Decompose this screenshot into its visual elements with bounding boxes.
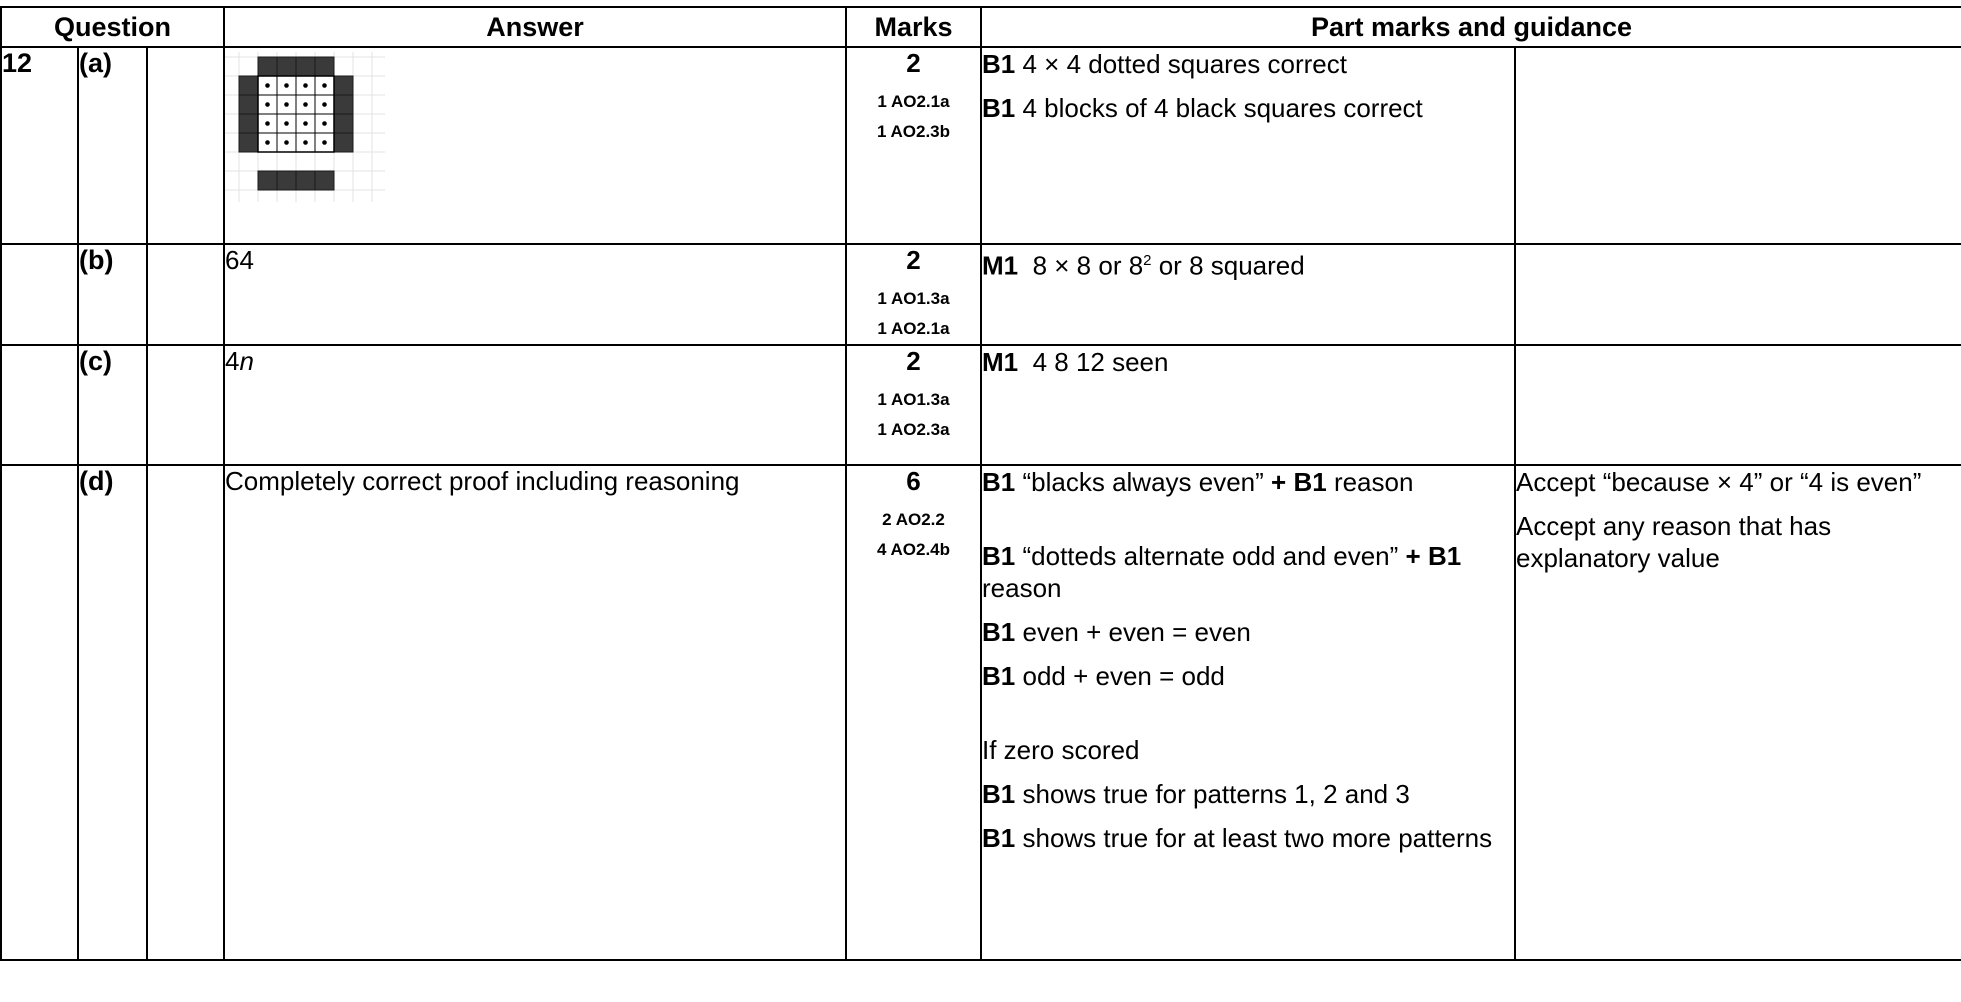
- mark-scheme-table: [0, 6, 1961, 961]
- mark-text: 4 × 4 dotted squares correct: [1022, 49, 1347, 79]
- ao-code: 1 AO2.3a: [877, 420, 950, 439]
- part-marks-cell: [981, 47, 1515, 244]
- mark-text: even + even = even: [1022, 617, 1251, 647]
- header-answer: Answer: [224, 7, 846, 47]
- mark-text: or 8 squared: [1151, 250, 1305, 281]
- answer-cell: [224, 47, 846, 244]
- plus-sign: +: [1271, 467, 1287, 497]
- ao-code: 2 AO2.2: [882, 510, 945, 529]
- guidance-cell: [1515, 345, 1961, 465]
- header-question: Question: [1, 7, 224, 47]
- part-mark-line: [982, 48, 1514, 80]
- sub-part-cell: [147, 47, 224, 244]
- mark-code: B1: [982, 617, 1016, 647]
- answer-cell: Completely correct proof including reasoning: [224, 465, 846, 960]
- guidance-cell: [1515, 244, 1961, 345]
- marks-cell: [846, 244, 981, 345]
- part-mark-line: [982, 822, 1514, 854]
- part-mark-line: [982, 778, 1514, 810]
- part-mark-line: [982, 466, 1514, 498]
- mark-text: “blacks always even”: [1022, 467, 1264, 497]
- table-row: [1, 465, 1961, 960]
- guidance-cell: [1515, 465, 1961, 960]
- mark-code: B1: [982, 49, 1016, 79]
- mark-code: M1: [982, 347, 1019, 377]
- guidance-cell: [1515, 47, 1961, 244]
- ao-code: 1 AO1.3a: [877, 390, 950, 409]
- sub-part-cell: [147, 465, 224, 960]
- mark-superscript: 2: [1143, 252, 1152, 269]
- mark-code: B1: [982, 779, 1016, 809]
- part-label: (a): [78, 47, 147, 244]
- mark-code: B1: [982, 93, 1016, 123]
- mark-code: B1: [1293, 467, 1327, 497]
- part-marks-cell: [981, 465, 1515, 960]
- question-number-cell: [1, 244, 78, 345]
- part-mark-line: [982, 540, 1514, 604]
- question-number-cell: [1, 345, 78, 465]
- plus-sign: +: [1405, 541, 1421, 571]
- ao-code: 1 AO1.3a: [877, 289, 950, 308]
- spacer: [982, 704, 1514, 734]
- table-row: [1, 244, 1961, 345]
- marks-cell: [846, 345, 981, 465]
- mark-code: B1: [982, 823, 1016, 853]
- guidance-line: Accept “because × 4” or “4 is even”: [1516, 467, 1922, 497]
- part-marks-cell: [981, 244, 1515, 345]
- part-label: (d): [78, 465, 147, 960]
- marks-total: 6: [906, 466, 921, 496]
- sub-part-cell: [147, 345, 224, 465]
- mark-text: odd + even = odd: [1022, 661, 1225, 691]
- question-number-cell: [1, 465, 78, 960]
- part-mark-line: [982, 92, 1514, 124]
- part-mark-line: [982, 616, 1514, 648]
- table-row: [1, 47, 1961, 244]
- ao-code: 4 AO2.4b: [876, 540, 951, 559]
- mark-text: 8 × 8 or 8: [1032, 250, 1144, 281]
- answer-cell: [224, 345, 846, 465]
- part-mark-line: [982, 734, 1514, 766]
- table-row: [1, 345, 1961, 465]
- mark-code: B1: [982, 541, 1016, 571]
- mark-code: B1: [982, 661, 1016, 691]
- pattern-grid-figure: [225, 52, 385, 202]
- mark-text: “dotteds alternate odd and even”: [1022, 541, 1399, 571]
- ao-code: 1 AO2.3b: [876, 122, 951, 141]
- header-marks: Marks: [846, 7, 981, 47]
- part-label: (b): [78, 244, 147, 345]
- mark-code: B1: [982, 467, 1016, 497]
- mark-text: shows true for at least two more patterns: [1022, 823, 1493, 853]
- answer-cell: 64: [224, 244, 846, 345]
- part-mark-line: [982, 346, 1514, 378]
- part-label: (c): [78, 345, 147, 465]
- mark-code: B1: [1427, 541, 1462, 571]
- part-marks-cell: [981, 345, 1515, 465]
- mark-text: reason: [1333, 467, 1414, 497]
- sub-part-cell: [147, 244, 224, 345]
- header-row: [1, 7, 1961, 47]
- marks-total: 2: [906, 346, 921, 376]
- part-mark-line: [982, 660, 1514, 692]
- mark-text: reason: [982, 573, 1062, 603]
- mark-text: 4 blocks of 4 black squares correct: [1022, 93, 1423, 123]
- mark-text: shows true for patterns 1, 2 and 3: [1022, 779, 1410, 809]
- marks-total: 2: [906, 245, 921, 275]
- mark-text: 4 8 12 seen: [1032, 347, 1169, 377]
- spacer: [982, 510, 1514, 540]
- marks-cell: [846, 47, 981, 244]
- answer-number: 4: [225, 346, 240, 376]
- marks-total: 2: [906, 48, 921, 78]
- ao-code: 1 AO2.1a: [877, 319, 950, 338]
- question-number: 12: [1, 47, 78, 244]
- part-mark-line: [982, 245, 1514, 282]
- guidance-line: Accept any reason that has explanatory value: [1516, 511, 1832, 573]
- answer-variable: n: [239, 346, 254, 376]
- marks-cell: [846, 465, 981, 960]
- mark-code: M1: [982, 250, 1019, 281]
- header-guidance: Part marks and guidance: [981, 7, 1961, 47]
- ao-code: 1 AO2.1a: [877, 92, 950, 111]
- mark-text: If zero scored: [982, 735, 1140, 765]
